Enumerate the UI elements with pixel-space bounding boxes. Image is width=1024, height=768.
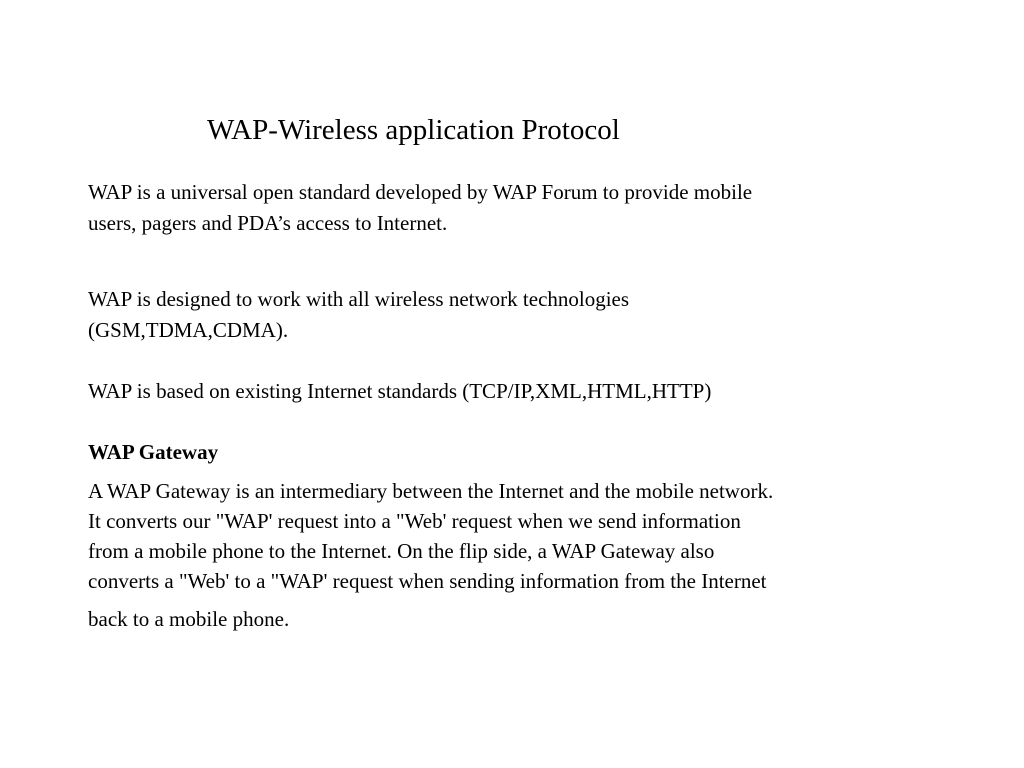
paragraph-line: converts a "Web' to a "WAP' request when sending information from the Internet: [88, 569, 767, 593]
paragraph-line: from a mobile phone to the Internet. On the flip side, a WAP Gateway also: [88, 539, 715, 563]
paragraph-line: A WAP Gateway is an intermediary between the Internet and the mobile network.: [88, 479, 774, 503]
paragraph-wap-standards: [88, 376, 711, 407]
paragraph-line: (GSM,TDMA,CDMA).: [88, 318, 289, 342]
paragraph-line: WAP is designed to work with all wireless network technologies: [88, 287, 630, 311]
paragraph-wap-definition: [88, 177, 752, 239]
paragraph-line: WAP is based on existing Internet standards (TCP/IP,XML,HTML,HTTP): [88, 379, 712, 403]
paragraph-line: back to a mobile phone.: [88, 607, 290, 631]
slide-title: WAP-Wireless application Protocol: [207, 114, 620, 146]
paragraph-line: users, pagers and PDA’s access to Internet.: [88, 211, 448, 235]
paragraph-line: WAP is a universal open standard developed by WAP Forum to provide mobile: [88, 180, 753, 204]
paragraph-wap-gateway: [88, 476, 773, 634]
paragraph-wap-technologies: [88, 284, 629, 346]
paragraph-line: It converts our "WAP' request into a "Web' request when we send information: [88, 509, 741, 533]
section-heading-wap-gateway: WAP Gateway: [88, 440, 219, 464]
